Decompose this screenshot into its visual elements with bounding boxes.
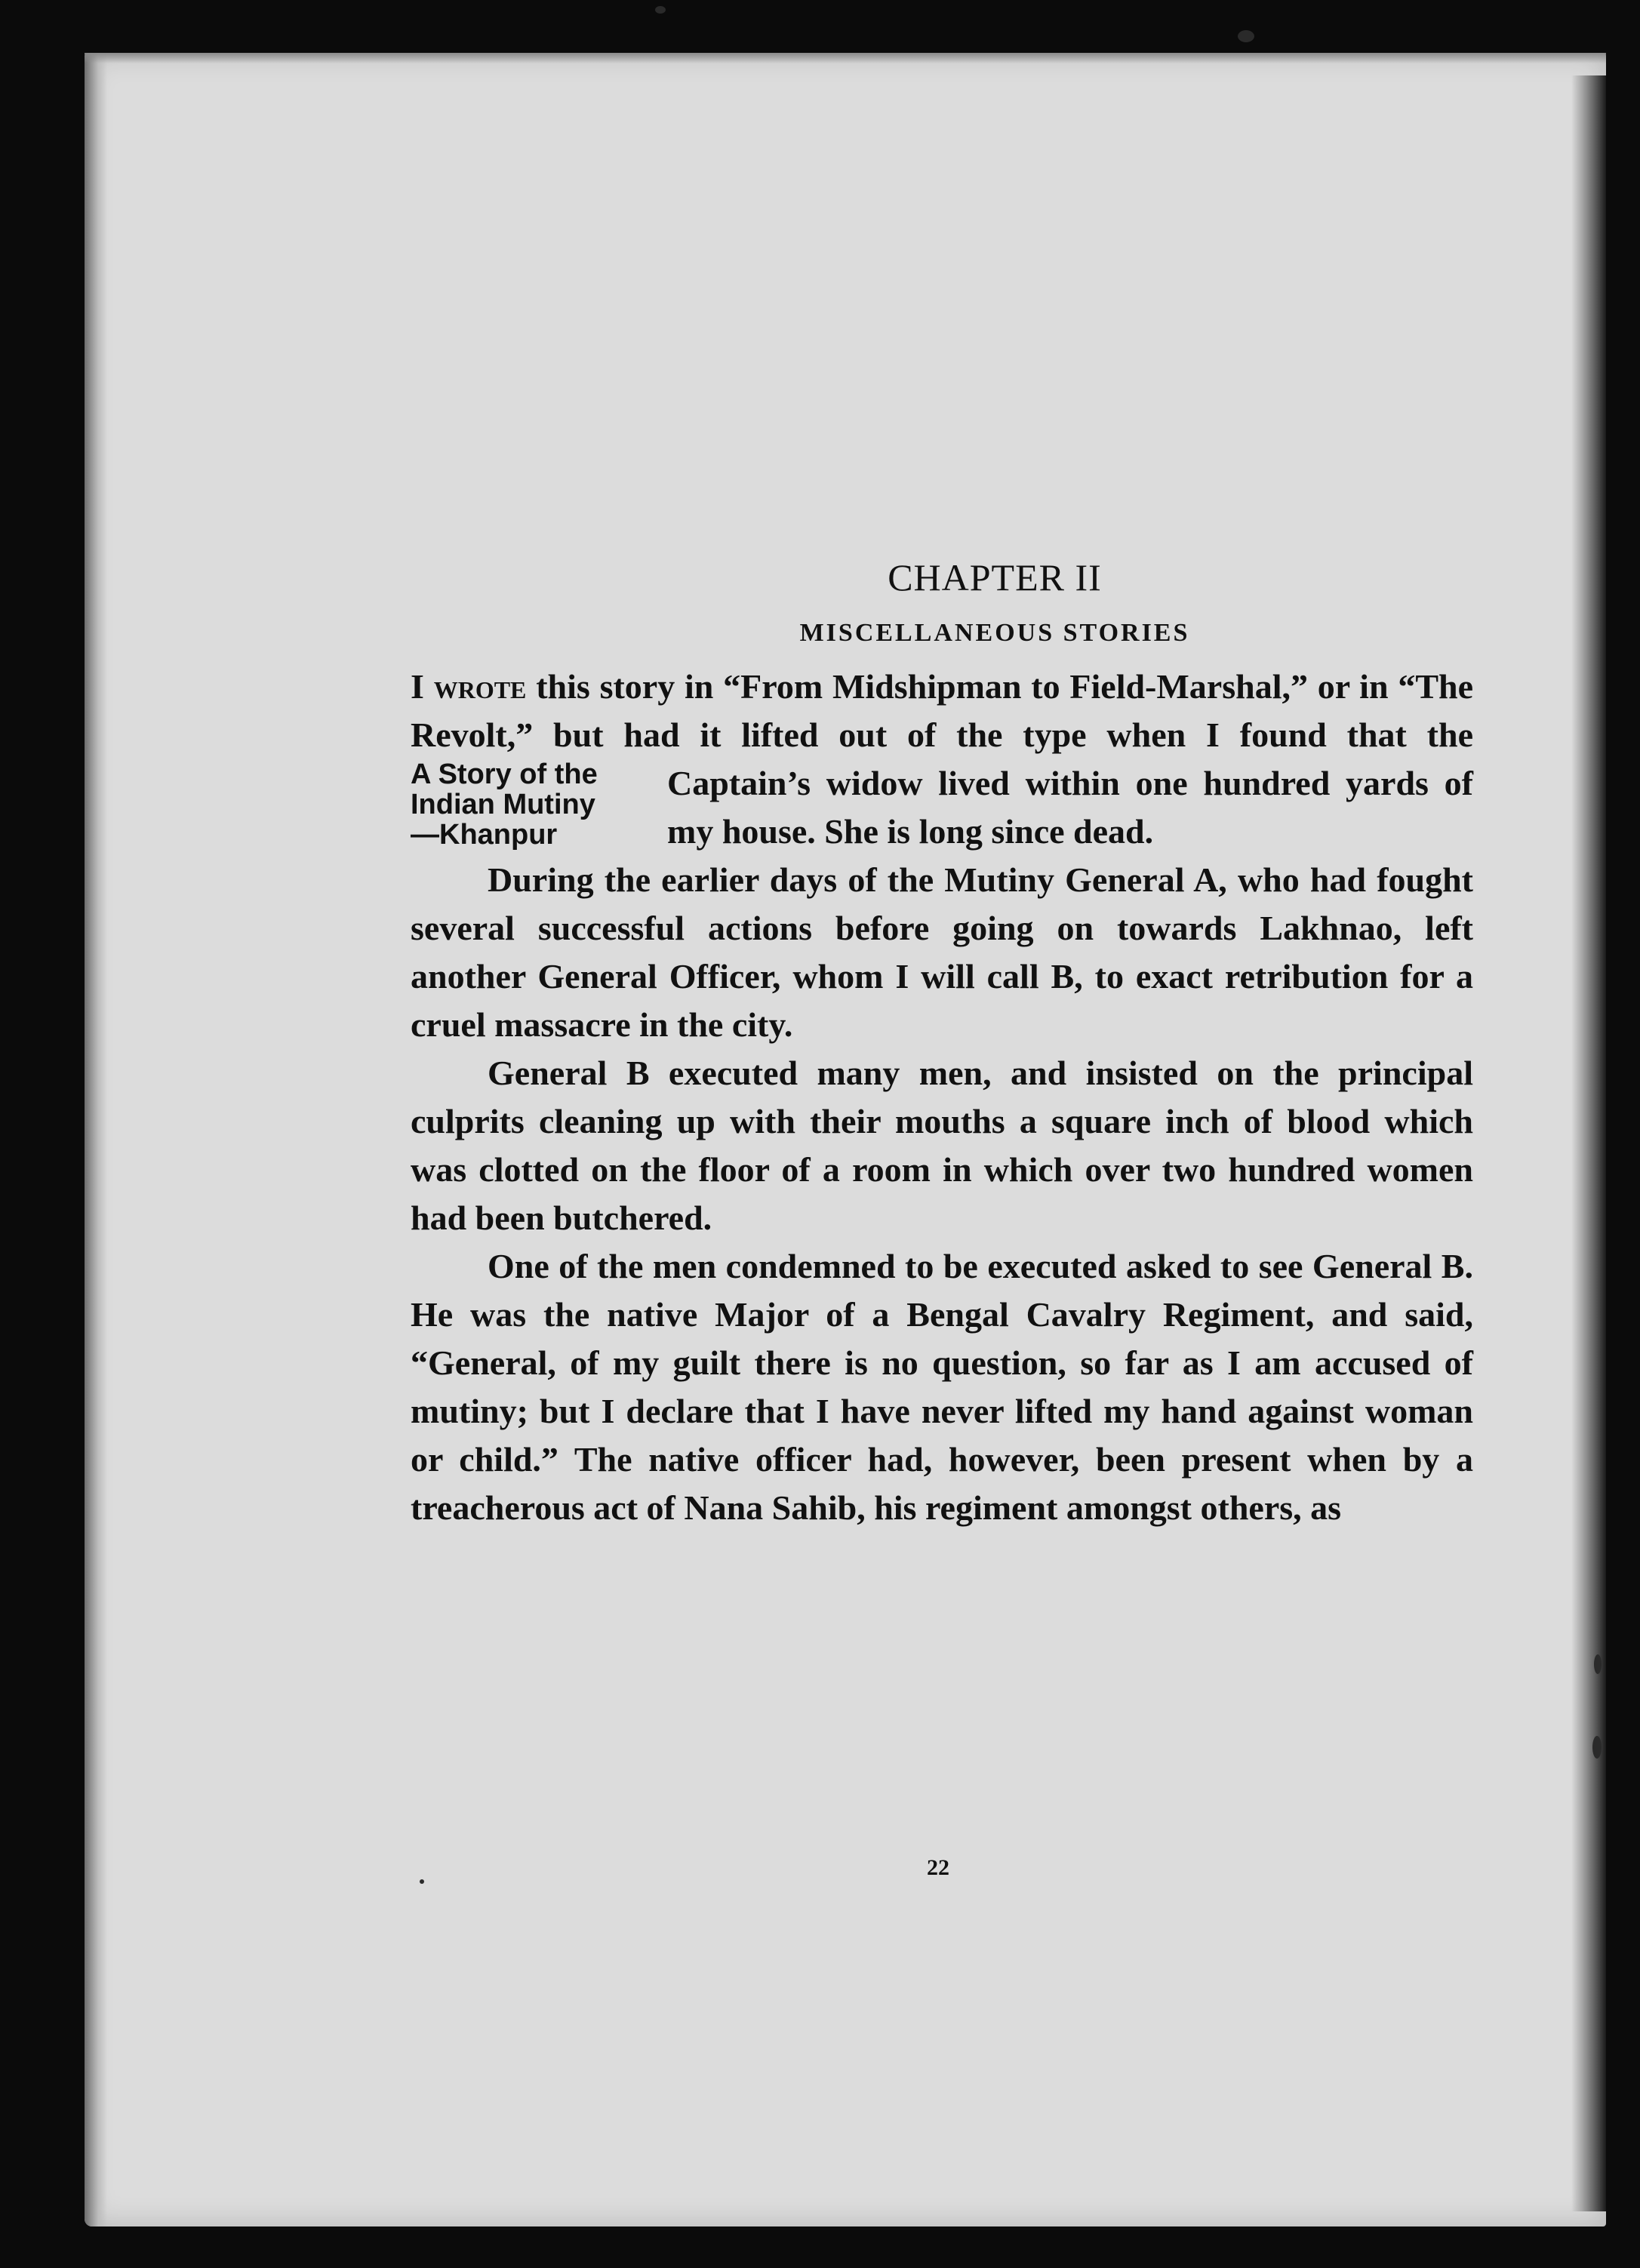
scan-speck bbox=[1594, 1654, 1602, 1674]
paragraph: During the earlier days of the Mutiny General A, who had fought several successful actions before going on towards Lakhnao, left another General Officer, whom I will call B, to exact retribution for a cruel massacre in the city. bbox=[411, 860, 1473, 1044]
sidenote-line: A Story of the bbox=[411, 759, 598, 790]
paragraph-opening bbox=[411, 663, 1473, 856]
paragraph: General B executed many men, and insisted on the principal culprits cleaning up with their mouths a square inch of blood which was clotted on the floor of a room in which over two hundred women had been butchered. bbox=[411, 1054, 1473, 1237]
marginal-sidenote bbox=[411, 759, 637, 850]
paragraph-opening-text: this story in “From Midshipman to Field-Marshal,” or in “The Revolt,” but had it lifted out of the type when I found that the Captain’s widow lived within one hundred yards of my house. She is long since dead. bbox=[411, 667, 1473, 851]
paragraph: One of the men condemned to be executed asked to see General B. He was the native Major of a Bengal Cavalry Regiment, and said, “General, of my guilt there is no question, so far as I am accused of mutiny; but I declare that I have never lifted my hand against woman or child.” The native officer had, however, been present when by a treacherous act of Nana Sahib, his regiment amongst others, as bbox=[411, 1247, 1473, 1527]
page-number: 22 bbox=[927, 1855, 949, 1880]
scan-speck bbox=[655, 6, 666, 14]
sidenote-line: Indian Mutiny bbox=[411, 789, 595, 820]
scan-speck bbox=[1592, 1736, 1602, 1759]
scan-speck bbox=[420, 1879, 424, 1884]
page-text-block bbox=[411, 498, 1473, 1532]
page-fore-edge-shadow bbox=[1571, 75, 1606, 2211]
chapter-subtitle: MISCELLANEOUS STORIES bbox=[799, 619, 1190, 647]
chapter-title: CHAPTER II bbox=[888, 556, 1102, 599]
smallcaps-word: wrote bbox=[433, 667, 527, 706]
page-gutter-shadow bbox=[85, 53, 107, 2226]
page-top-shadow bbox=[85, 53, 1606, 63]
scan-speck bbox=[1238, 30, 1254, 42]
opening-paragraph-block bbox=[411, 663, 1473, 856]
dropcap-word: I bbox=[411, 667, 424, 706]
sidenote-line: —Khanpur bbox=[411, 819, 558, 851]
